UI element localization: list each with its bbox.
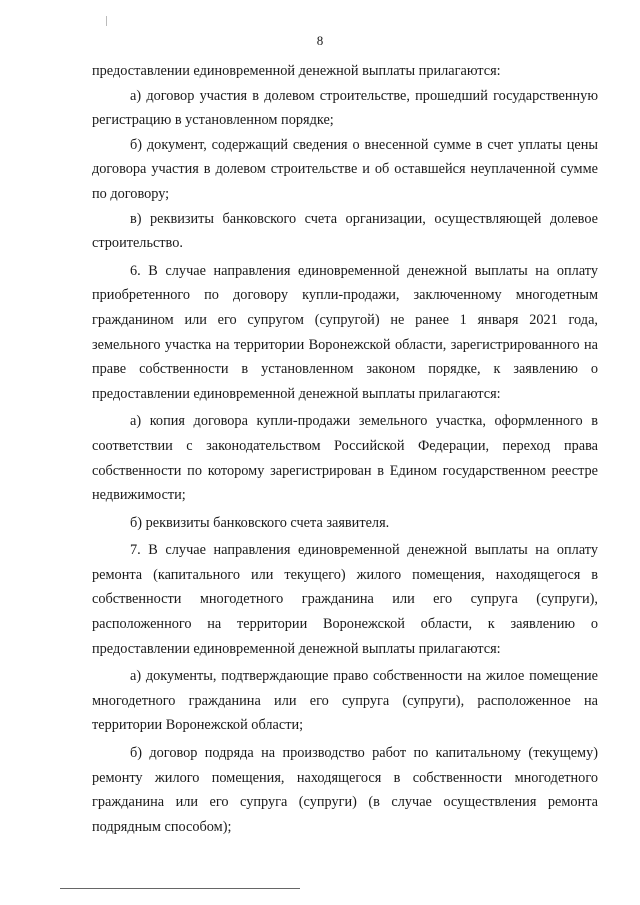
paragraph-clause-6-item-a: а) копия договора купли-продажи земельного участка, оформленного в соответствии с законодательством Российской Федерации, переход права собственности по которому зарегистрирован в Едином государственном реестре недвижимости; [92, 413, 598, 504]
paragraph-item-b: б) документ, содержащий сведения о внесенной сумме в счет уплаты цены договора участия в долевом строительстве и об оставшейся неуплаченной сумме по договору; [92, 136, 598, 202]
paragraph-item-c: в) реквизиты банковского счета организации, осуществляющей долевое строительство. [92, 210, 598, 252]
paragraph-clause-7-item-b: б) договор подряда на производство работ по капитальному (текущему) ремонту жилого помещения, находящегося в собственности многодетного гражданина или его супруга (супруги) (в случае осуществления ремонта подрядным способом); [92, 745, 598, 835]
document-body [92, 59, 598, 839]
paragraph-continuation: предоставлении единовременной денежной выплаты прилагаются: [92, 63, 501, 79]
footer-rule [60, 888, 300, 889]
paragraph-item-a: а) договор участия в долевом строительстве, прошедший государственную регистрацию в установленном порядке; [92, 87, 598, 129]
paragraph-clause-6-item-b: б) реквизиты банковского счета заявителя. [130, 514, 390, 531]
page-number: 8 [316, 33, 324, 48]
corner-mark [106, 16, 107, 26]
paragraph-clause-6: 6. В случае направления единовременной денежной выплаты на оплату приобретенного по договору купли-продажи, заключенному многодетным гражданином или его супругом (супругой) не ранее 1 января 2021 года, земельного участка на территории Воронежской области, зарегистрированного на праве собственности в установленном законом порядке, к заявлению о предоставлении единовременной денежной выплаты прилагаются: [92, 262, 598, 402]
paragraph-clause-7-item-a: а) документы, подтверждающие право собственности на жилое помещение многодетного гражданина или его супруга (супруги), расположенное на территории Воронежской области; [92, 668, 598, 734]
paragraph-clause-7: 7. В случае направления единовременной денежной выплаты на оплату ремонта (капитального или текущего) жилого помещения, находящегося в собственности многодетного гражданина или его супруга (супруги), расположенного на территории Воронежской области, к заявлению о предоставлении единовременной денежной выплаты прилагаются: [92, 542, 598, 657]
